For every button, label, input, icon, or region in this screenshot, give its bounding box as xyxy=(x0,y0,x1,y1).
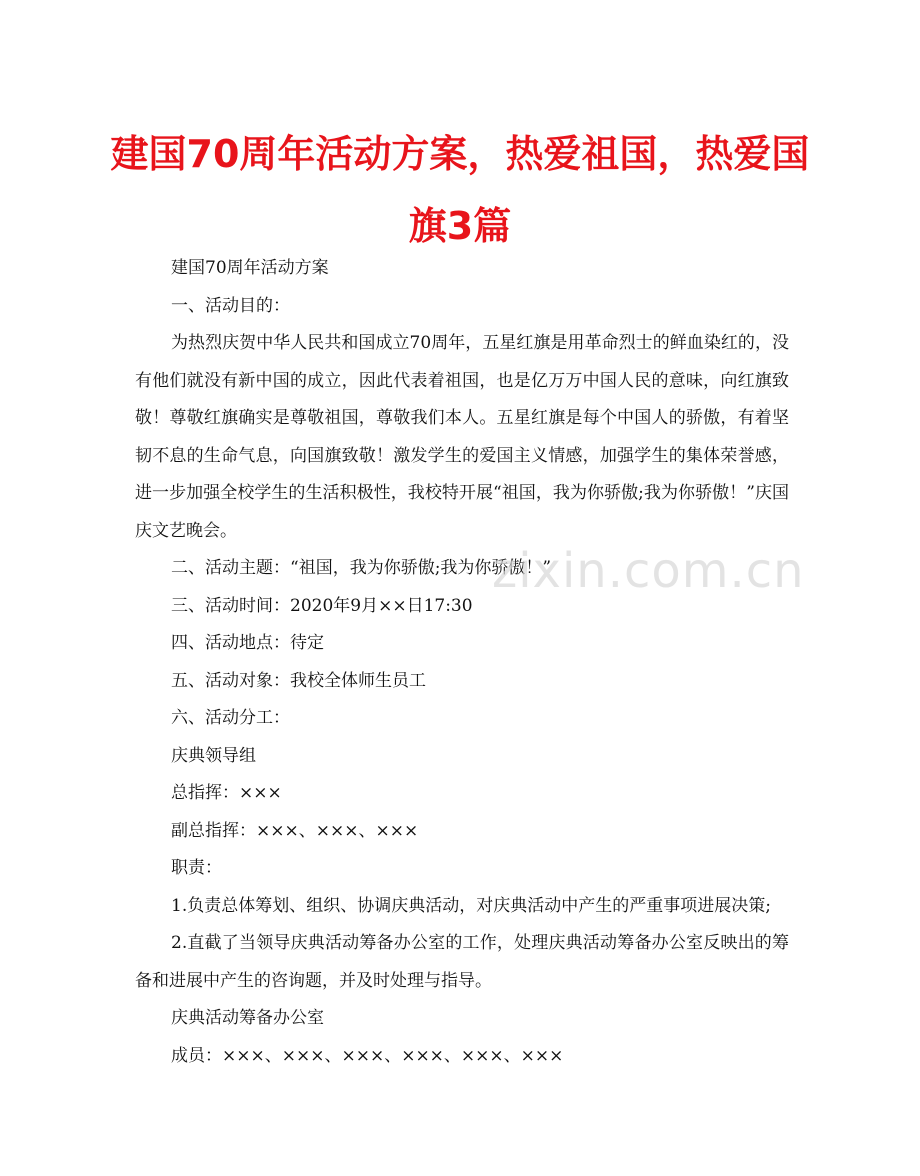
section-division-heading: 六、活动分工： xyxy=(171,708,290,728)
document-body xyxy=(135,250,789,1075)
section-theme: 二、活动主题：“祖国，我为你骄傲;我为你骄傲！” xyxy=(171,558,552,578)
title-line-1: 建国70周年活动方案，热爱祖国，热爱国 xyxy=(110,132,810,176)
leadership-group-heading: 庆典领导组 xyxy=(171,745,256,766)
section-time: 三、活动时间：2020年9月××日17:30 xyxy=(171,595,473,616)
document-title xyxy=(110,118,810,262)
duty-item-2: 2.直截了当领导庆典活动筹备办公室的工作，处理庆典活动筹备办公室反映出的筹备和进展中产生的咨询题，并及时处理与指导。 xyxy=(135,933,789,991)
commander-line: 总指挥：××× xyxy=(171,783,282,803)
title-line-2: 旗3篇 xyxy=(408,204,512,248)
preparation-office-heading: 庆典活动筹备办公室 xyxy=(171,1008,324,1028)
deputy-commander-line: 副总指挥：×××、×××、××× xyxy=(171,820,419,841)
members-line: 成员：×××、×××、×××、×××、×××、××× xyxy=(171,1045,564,1066)
purpose-paragraph: 为热烈庆贺中华人民共和国成立70周年，五星红旗是用革命烈士的鲜血染红的，没有他们就没有新中国的成立，因此代表着祖国，也是亿万万中国人民的意味，向红旗致敬！尊敬红旗确实是尊敬祖国，尊敬我们本人。五星红旗是每个中国人的骄傲，有着坚韧不息的生命气息，向国旗致敬！激发学生的爱国主义情感，加强学生的集体荣誉感，进一步加强全校学生的生活积极性，我校特开展“祖国，我为你骄傲;我为你骄傲！”庆国庆文艺晚会。 xyxy=(135,333,789,541)
duty-item-1: 1.负责总体筹划、组织、协调庆典活动，对庆典活动中产生的严重事项进展决策; xyxy=(171,895,771,916)
section-location: 四、活动地点：待定 xyxy=(171,633,324,653)
plan-heading: 建国70周年活动方案 xyxy=(171,258,329,278)
section-audience: 五、活动对象：我校全体师生员工 xyxy=(171,670,426,691)
watermark-text: zixin.com.cn xyxy=(492,543,805,599)
duties-heading: 职责： xyxy=(171,858,222,878)
section-purpose-heading: 一、活动目的： xyxy=(171,295,290,316)
